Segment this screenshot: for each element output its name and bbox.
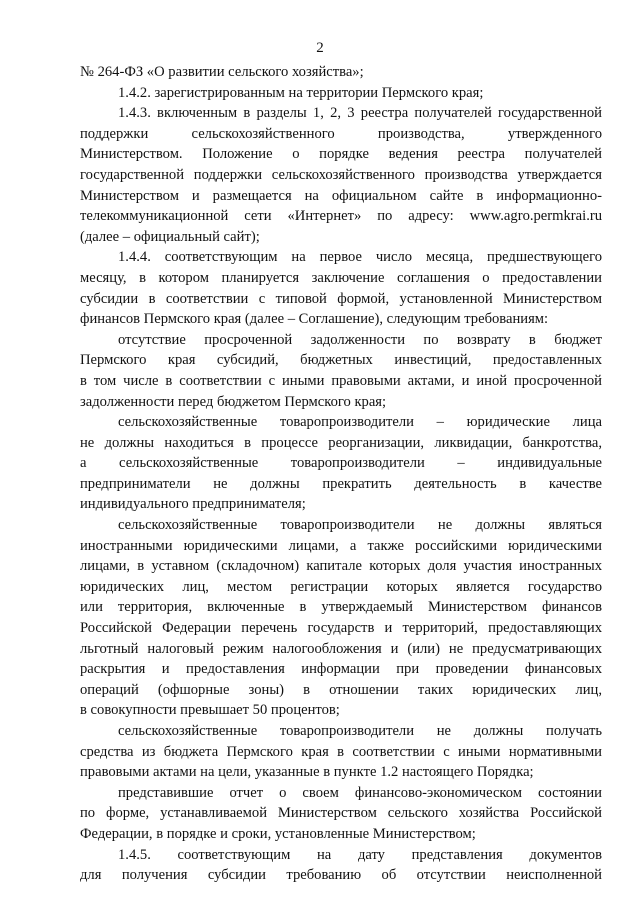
text-line: 1.4.4. соответствующим на первое число месяца, предшествующего — [118, 249, 602, 266]
text-line: Министерством и размещается на официальном сайте в информационно- — [80, 187, 602, 204]
text-line: субсидии в соответствии с типовой формой, установленной Министерством — [80, 290, 602, 307]
text-line: льготный налоговый режим налогообложения и (или) не предусматривающих — [80, 640, 602, 657]
text-line: государственной поддержки сельскохозяйственного производства утверждается — [80, 166, 602, 183]
text-line: в том числе в соответствии с иными правовыми актами, и иной просроченной — [80, 372, 602, 389]
text-line: 1.4.5. соответствующим на дату представления документов — [118, 846, 602, 863]
text-line: 1.4.3. включенным в разделы 1, 2, 3 реестра получателей государственной — [118, 105, 602, 122]
text-line: 1.4.2. зарегистрированным на территории Пермского края; — [118, 84, 484, 101]
text-line: телекоммуникационной сети «Интернет» по адресу: www.agro.permkrai.ru — [80, 208, 602, 225]
text-line: Российской Федерации перечень государств и территорий, предоставляющих — [80, 620, 602, 637]
text-line: а сельскохозяйственные товаропроизводители – индивидуальные — [80, 455, 602, 472]
text-line: для получения субсидии требованию об отсутствии неисполненной — [80, 867, 602, 884]
text-line: лицами, в уставном (складочном) капитале которых доля участия иностранных — [80, 558, 602, 575]
text-line: правовыми актами на цели, указанные в пункте 1.2 настоящего Порядка; — [80, 764, 534, 781]
page-number: 2 — [316, 40, 324, 56]
text-line: операций (офшорные зоны) в отношении таких юридических лиц, — [80, 681, 602, 698]
text-line: по форме, устанавливаемой Министерством сельского хозяйства Российской — [80, 805, 602, 822]
text-line: или территория, включенные в утверждаемый Министерством финансов — [80, 599, 602, 616]
text-line: сельскохозяйственные товаропроизводители не должны получать — [118, 723, 602, 739]
text-line: иностранными юридическими лицами, а также российскими юридическими — [80, 537, 602, 554]
document-body — [80, 62, 602, 886]
text-line: сельскохозяйственные товаропроизводители не должны являться — [118, 517, 602, 534]
text-line: предприниматели не должны прекратить деятельность в качестве — [80, 475, 602, 492]
text-line: раскрытия и предоставления информации при проведении финансовых — [80, 661, 602, 678]
text-line: отсутствие просроченной задолженности по возврату в бюджет — [118, 331, 602, 348]
text-line: сельскохозяйственные товаропроизводители – юридические лица — [118, 414, 602, 431]
text-line: финансов Пермского края (далее – Соглашение), следующим требованиям: — [80, 311, 549, 328]
text-line: поддержки сельскохозяйственного производства, утвержденного — [80, 125, 602, 142]
text-line: задолженности перед бюджетом Пермского края; — [80, 393, 387, 410]
text-line: Федерации, в порядке и сроки, установленные Министерством; — [80, 825, 476, 842]
text-line: не должны находиться в процессе реорганизации, ликвидации, банкротства, — [80, 434, 602, 451]
text-line: юридических лиц, местом регистрации которых является государство — [80, 578, 602, 595]
text-line: в совокупности превышает 50 процентов; — [80, 702, 340, 719]
text-line: представившие отчет о своем финансово-экономическом состоянии — [118, 784, 602, 801]
text-line: № 264-ФЗ «О развитии сельского хозяйства»; — [80, 64, 364, 80]
text-line: (далее – официальный сайт); — [80, 228, 260, 245]
text-line: Министерством. Положение о порядке ведения реестра получателей — [80, 146, 602, 163]
text-line: средства из бюджета Пермского края в соответствии с иными нормативными — [80, 743, 602, 760]
text-line: Пермского края субсидий, бюджетных инвестиций, предоставленных — [80, 352, 602, 369]
text-line: месяцу, в котором планируется заключение соглашения о предоставлении — [80, 269, 602, 286]
text-line: индивидуального предпринимателя; — [80, 496, 306, 513]
